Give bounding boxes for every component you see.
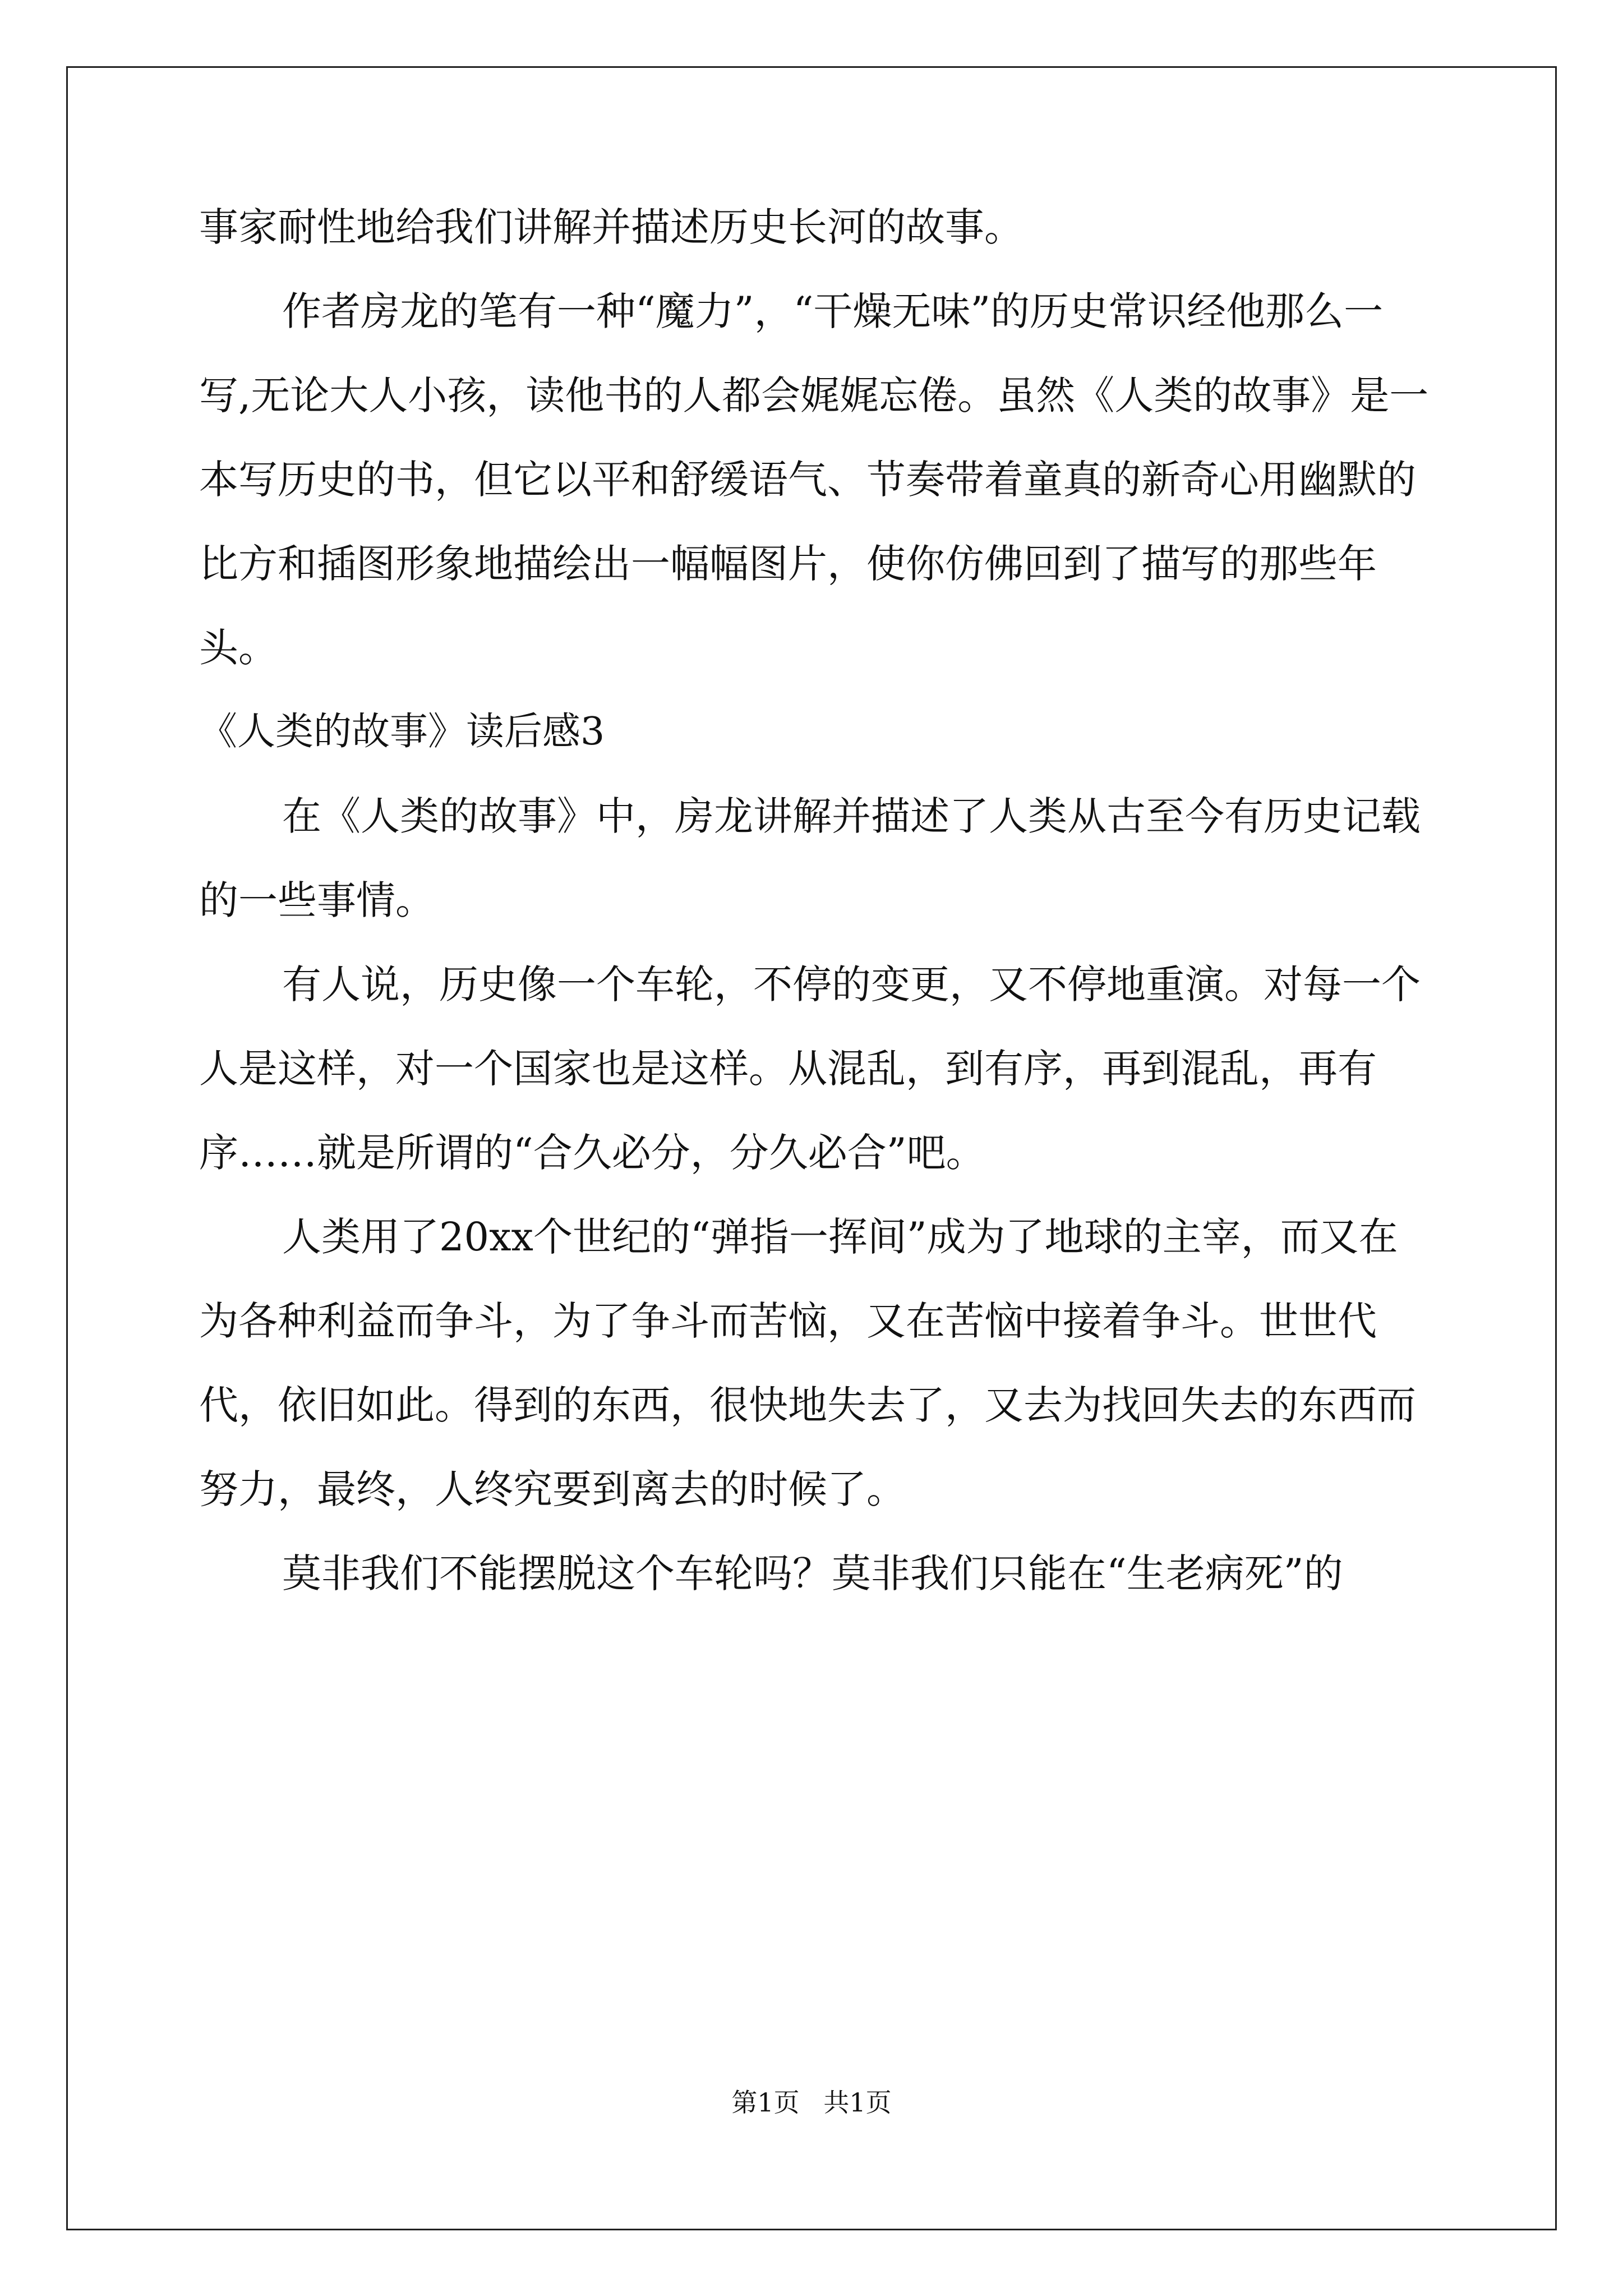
paragraph: 莫非我们不能摆脱这个车轮吗？莫非我们只能在“生老病死”的	[282, 1550, 1343, 1596]
page-number: 第1页	[731, 2087, 800, 2118]
page-total: 共1页	[823, 2087, 892, 2118]
paragraph: 在《人类的故事》中，房龙讲解并描述了人类从古至今有历史记载的一些事情。	[199, 793, 1421, 923]
paragraph: 人类用了20xx个世纪的“弹指一挥间”成为了地球的主宰，而又在为各种利益而争斗，为了争斗而苦恼，又在苦恼中接着争斗。世世代代，依旧如此。得到的东西，很快地失去了，又去为找回失去的东西而努力，最终，人终究要到离去的时候了。	[199, 1214, 1416, 1512]
document-body	[199, 185, 1433, 1616]
page-footer	[0, 2082, 1623, 2119]
paragraph: 作者房龙的笔有一种“魔力”，“干燥无味”的历史常识经他那么一写,无论大人小孩，读他书的人都会娓娓忘倦。虽然《人类的故事》是一本写历史的书，但它以平和舒缓语气、节奏带着童真的新奇心用幽默的比方和插图形象地描绘出一幅幅图片，使你仿佛回到了描写的那些年头。	[199, 288, 1429, 671]
paragraph: 有人说，历史像一个车轮，不停的变更，又不停地重演。对每一个人是这样，对一个国家也是这样。从混乱，到有序，再到混乱，再有序……就是所谓的“合久必分，分久必合”吧。	[199, 961, 1421, 1176]
section-heading: 《人类的故事》读后感3	[199, 710, 605, 754]
paragraph: 事家耐性地给我们讲解并描述历史长河的故事。	[199, 204, 1023, 250]
